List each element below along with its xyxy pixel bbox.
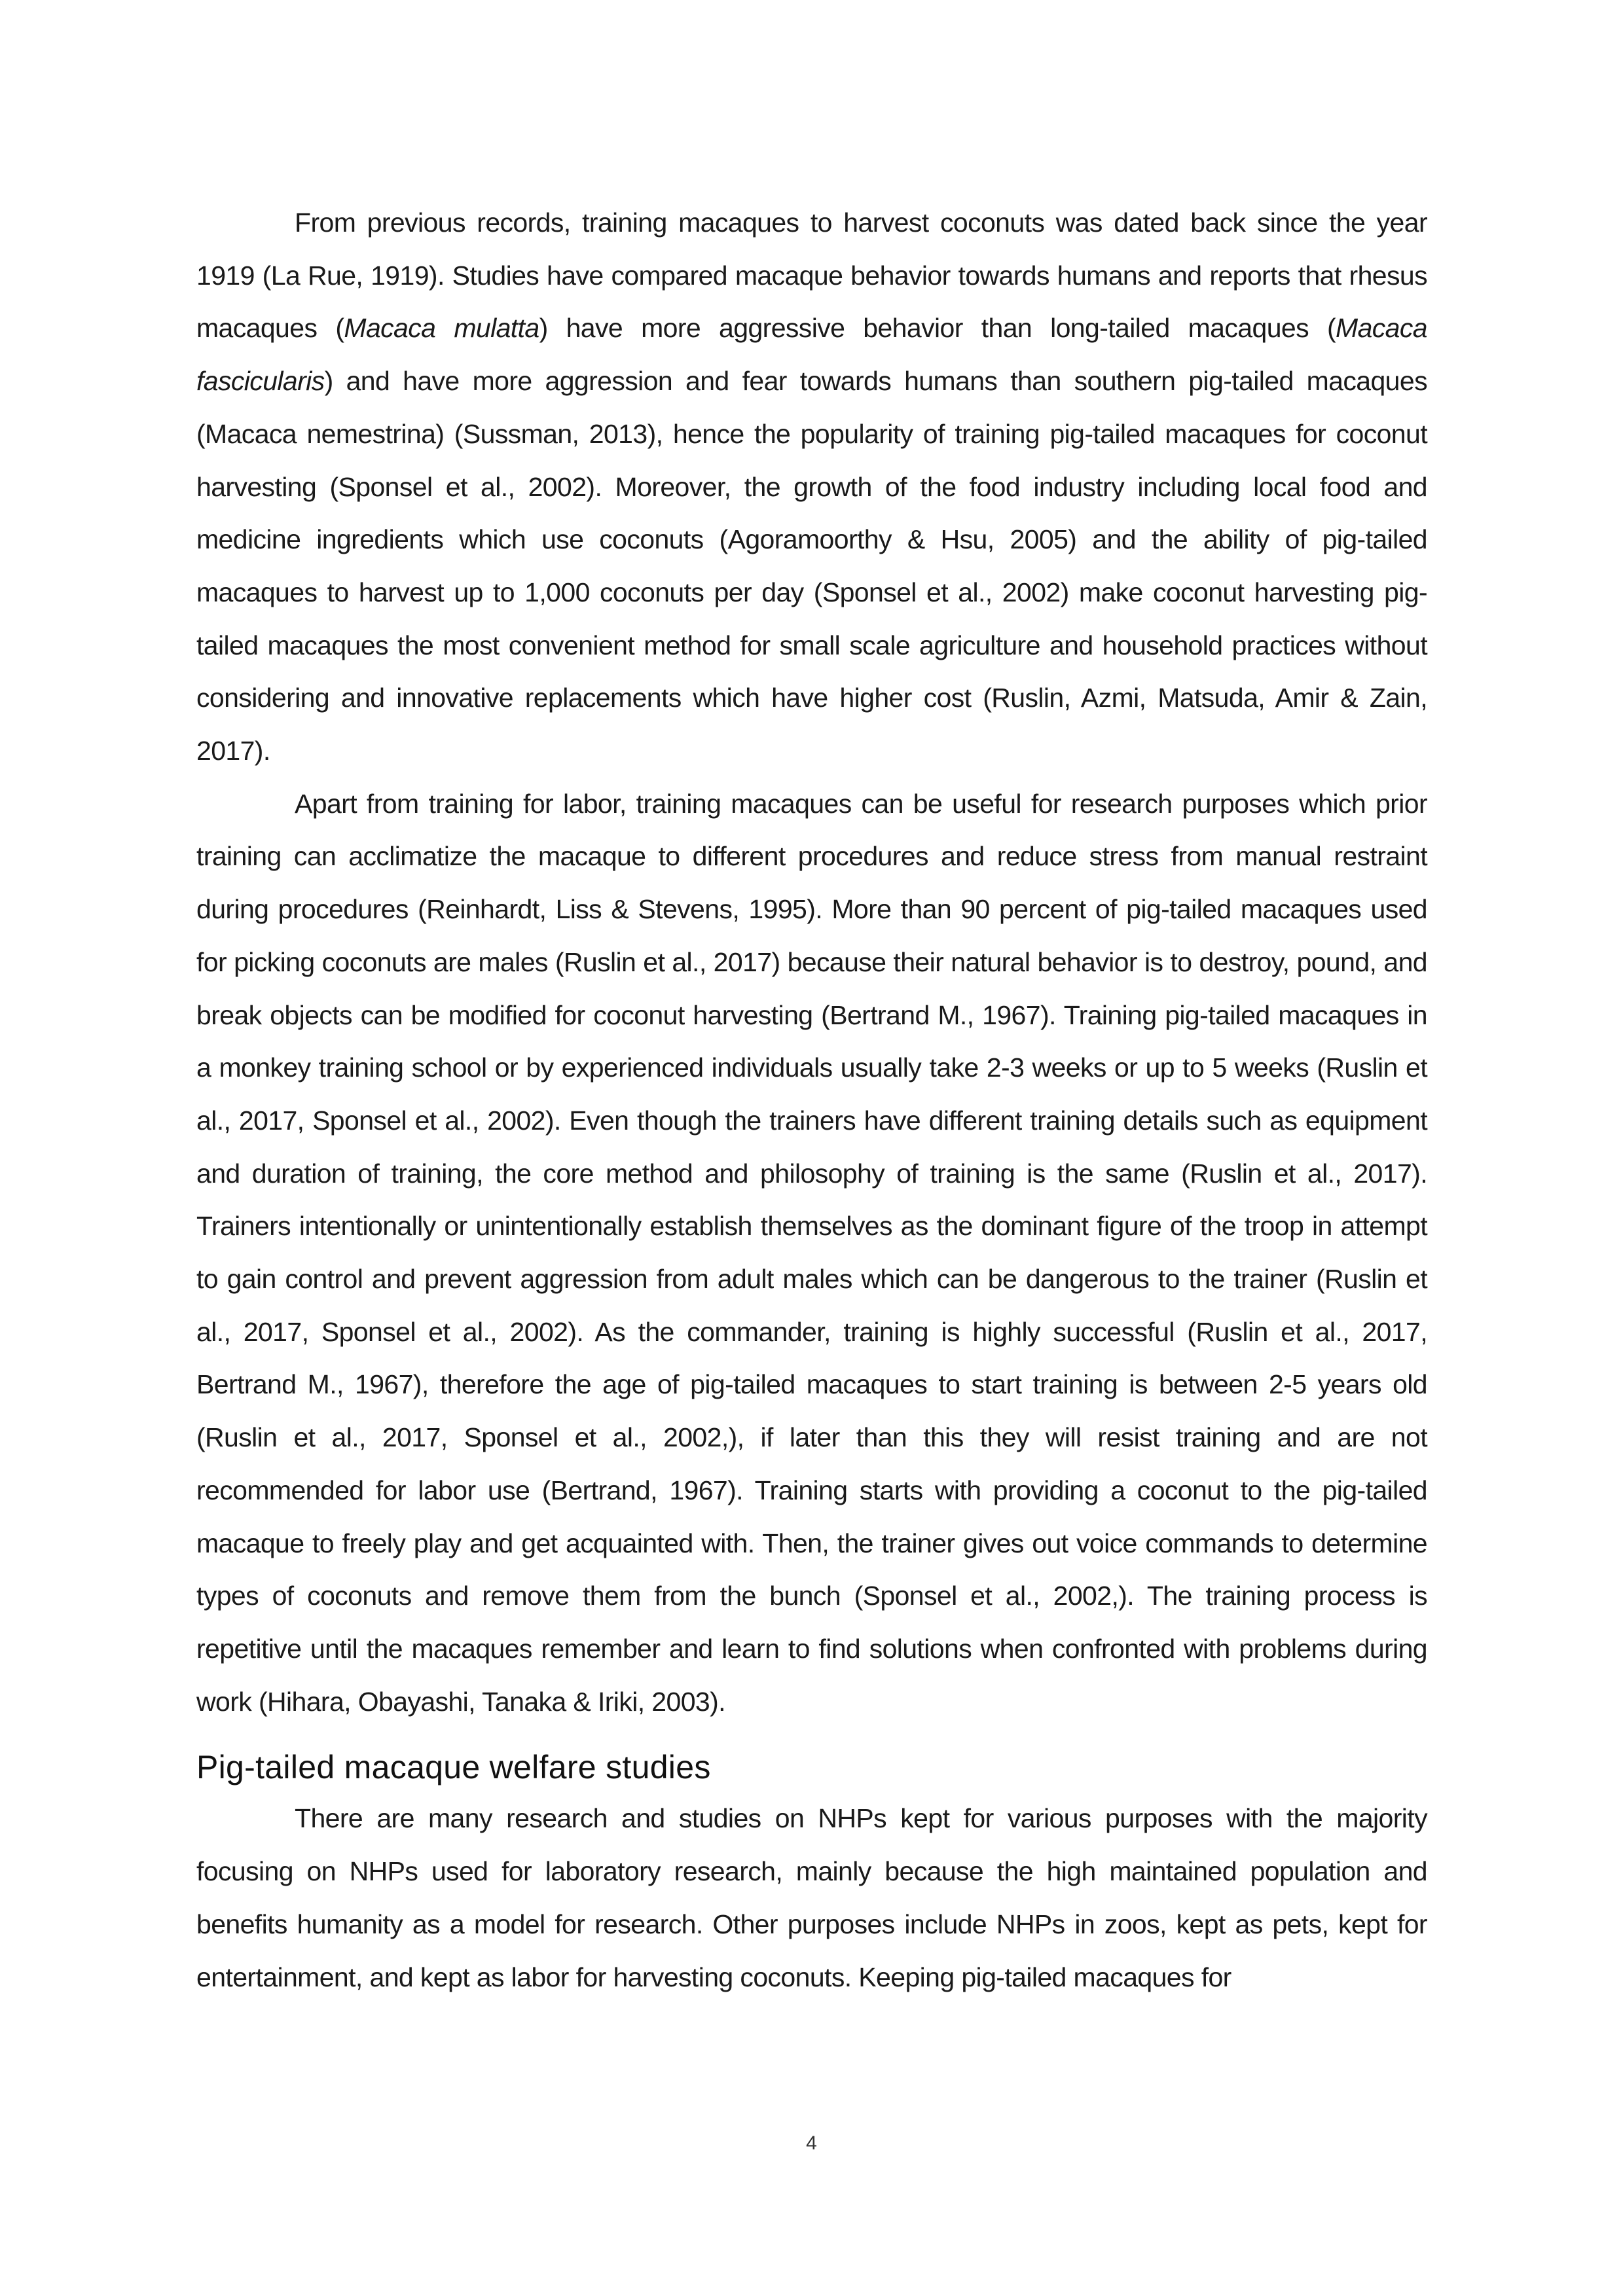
page-body [196, 196, 1427, 2003]
paragraph-3: There are many research and studies on NHPs kept for various purposes with the majority focusing on NHPs used for laboratory research, mainly because the high maintained population and benefits humanity as a model for research. Other purposes include NHPs in zoos, kept as pets, kept for entertainment, and kept as labor for harvesting coconuts. Keeping pig-tailed macaques for [196, 1803, 1427, 1992]
paragraph-2 [196, 778, 1427, 1729]
page-number: 4 [806, 2132, 817, 2154]
text-run: From previous records, training macaques to harvest coconuts was dated back since the year 1919 (La Rue, 1919). Studies have compared macaque behavior towards humans and reports that rhesus macaques ( [196, 207, 1427, 344]
text-run: Apart from training for labor, training macaques can be useful for research purposes which prior training can acclimatize the macaque to different procedures and reduce stress from manual restraint during procedures (Reinhardt, Liss & Stevens, 1995). More than 90 percent of pig-tailed macaques used for picking coconuts are males (Ruslin et al., 2017) because their natural behavior is to destroy, pound, and break objects can be modified for coconut harvesting (Bertrand M., 1967). Training pig-tailed macaques in a monkey training school or by experienced individuals usually take 2-3 weeks or up to 5 weeks (Ruslin et al., 2017, Sponsel et al., 2002). Even though the trainers have different training details such as equipment and duration of training, the core method and philosophy of training is the same (Ruslin et al., 2017). Trainers intentionally or unintentionally establish themselves as the dominant figure of the troop in attempt to gain control and prevent aggression from adult males which can be dangerous to the trainer (Ruslin et al., 2017, Sponsel et al., 2002). As the commander, training is highly successful (Ruslin et al., 2017, Bertrand M., 1967), therefore the age of pig-tailed macaques to start training is between 2-5 years old (Ruslin et al., 2017, Sponsel et al., 2002,), if later than this they will resist training and are not recommended for labor use (Bertrand, 1967). Training starts with providing a coconut to the pig-tailed macaque to freely play and get acquainted with. Then, the trainer gives out voice commands to determine types of coconuts and remove them from the bunch (Sponsel et al., 2002,). The training process is repetitive until the macaques remember and learn to find solutions when confronted with problems during work (Hihara, Obayashi, Tanaka & Iriki, 2003). [196, 788, 1427, 1717]
text-run: ) and have more aggression and fear towards humans than southern pig-tailed macaques (Macaca nemestrina) (Sussman, 2013), hence the popularity of training pig-tailed macaques for coconut harvesting (Sponsel et al., 2002). Moreover, the growth of the food industry including local food and medicine ingredients which use coconuts (Agoramoorthy & Hsu, 2005) and the ability of pig-tailed macaques to harvest up to 1,000 coconuts per day (Sponsel et al., 2002) make coconut harvesting pig-tailed macaques the most convenient method for small scale agriculture and household practices without considering and innovative replacements which have higher cost (Ruslin, Azmi, Matsuda, Amir & Zain, 2017). [196, 366, 1427, 766]
text-run: ) have more aggressive behavior than long-tailed macaques ( [539, 313, 1336, 344]
section-heading: Pig-tailed macaque welfare studies [196, 1749, 711, 1786]
species-name: Macaca mulatta [344, 313, 539, 344]
paragraph-1 [196, 196, 1427, 778]
species-name: Macaca fascicularis [196, 313, 1427, 397]
